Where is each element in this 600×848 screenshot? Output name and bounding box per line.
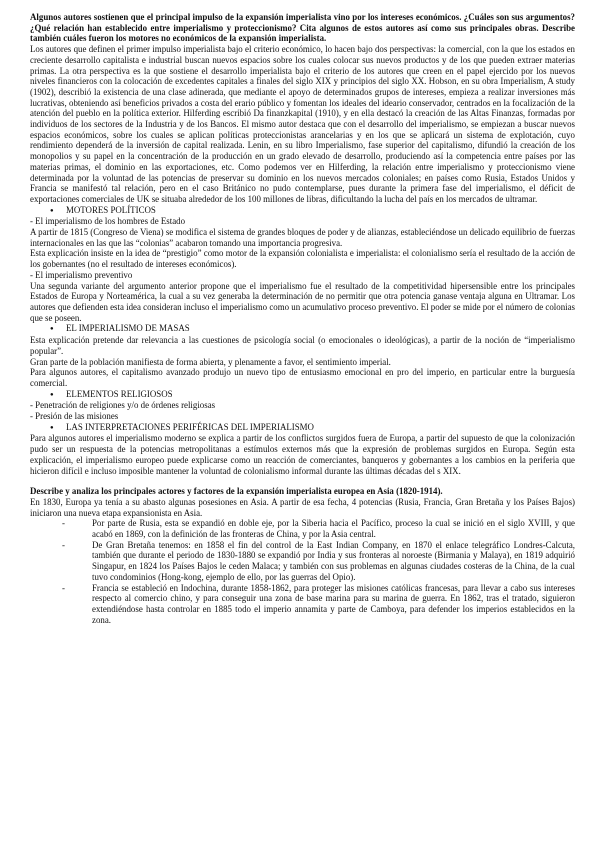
answer-paragraph-1: Los autores que definen el primer impulso imperialista bajo el criterio económico, lo hacen bajo dos perspectivas: la comercial, con la que los estados en creciente desarrollo capitalista e industrial buscan nuevos espacios sobre los cuales colocar sus nuevos productos y de los que pueden extraer materias primas. La otra perspectiva es la que sostiene el desarrollo imperialista bajo el criterio de los autores que creen en el papel ejercido por los nuevos niveles financieros con la colocación de excedentes capitales a finales del siglo XIX y principios del siglo XX. Hobson, en su obra Imperialism, A study (1902), describió la existencia de una clase adinerada, que mediante el apoyo de determinados grupos de intereses, empieza a realizar inversiones más lucrativas, obteniendo así beneficios privados a costa del erario público y fomentan los ideales del ideario conservador, centrados en la focalización de la atención del pueblo en la política exterior. Hilferding escribió Da finanzkapital (1910), y en ella destacó la creación de las Altas Finanzas, formadas por individuos de los sectores de la Industria y de los Bancos. El mismo autor destaca que con el desarrollo del imperialismo, se empiezan a buscar nuevos espacios económicos, sobre los cuales se aplican políticas proteccionistas arancelarias y en los que se aplicará un sistema de explotación, cuyo rendimiento dependerá de la inversión de capital realizada. Lenin, en su libro Imperialismo, fase superior del capitalismo, difundió la creación de los monopolios y su papel en la concentración de la producción en un grado elevado de desarrollo, produciendo así la competencia entre países por las materias primas, el dominio en las exportaciones, etc. Como podemos ver en Hilferding, la relación entre imperialismo y proteccionismo viene determinada por la voluntad de las potencias de preservar su dominio en los nuevos mercados coloniales; en países como Rusia, Estados Unidos y Francia se manifestó tal relación, pero en el caso Británico no pudo contemplarse, pues durante la primera fase del imperialismo, el déficit de exportaciones comerciales de UK se situaba alrededor de los 100 millones de libras, dificultando la lucha del país en los mercados de ultramar. (30, 44, 575, 204)
heading-motores-politicos: ● MOTORES POLÍTICOS (66, 205, 575, 217)
paragraph-preventivo: Una segunda variante del argumento anterior propone que el imperialismo fue el resultado de la competitividad hipersensible entre los principales Estados de Europa y Norteamérica, la cual a su vez generaba la determinación de no permitir que otra potencia ganase ventaja alguna en Ultramar. Los autores que defienden esta idea consideran incluso el imperialismo como un acumulativo proceso preventivo. El poder se mide por el número de colonias que se poseen. (30, 280, 575, 323)
religiosos-item-2: - Presión de las misiones (30, 411, 119, 422)
list-item: - Francia se estableció en Indochina, durante 1858-1862, para proteger las misiones católicas francesas, para llevar a cabo sus intereses respecto al comercio chino, y para conseguir una zona de base marina para su marina de guerra. En 1862, tras el tratado, siguieron extendiéndose hasta controlar en 1885 todo el imperio annamita y parte de Camboya, para defender los imperios establecidos en la zona. (30, 583, 575, 626)
paragraph-asia-intro: En 1830, Europa ya tenía a su abasto algunas posesiones en Asia. A partir de esa fecha, 4 potencias (Rusia, Francia, Gran Bretaña y los Países Bajos) iniciaron una nueva etapa expansionista en Asia. (30, 496, 575, 518)
heading-interpretaciones-perifericas: ● LAS INTERPRETACIONES PERIFÉRICAS DEL IMPERIALISMO (66, 422, 575, 434)
asia-powers-list (30, 518, 575, 625)
paragraph-masas-1: Esta explicación pretende dar relevancia a las cuestiones de psicología social (o emocionales o ideológicas), a partir de la noción de “imperialismo popular”. (30, 335, 575, 356)
heading-imperialismo-masas: ● EL IMPERIALISMO DE MASAS (66, 323, 575, 335)
paragraph-estado-1: A partir de 1815 (Congreso de Viena) se modifica el sistema de grandes bloques de poder y de alianzas, estableciéndose un delicado equilibrio de fuerzas internacionales en las que las “colonias” acabaron tomando una importancia progresiva. (30, 227, 575, 248)
subheading-preventivo: - El imperialismo preventivo (30, 269, 133, 280)
paragraph-estado-2: Esta explicación insiste en la idea de “prestigio” como motor de la expansión colonialista e imperialista: el colonialismo sería el resultado de la acción de los gobernantes (no el resultado de intereses económicos). (30, 248, 575, 270)
list-item: - Por parte de Rusia, esta se expandió en doble eje, por la Siberia hacia el Pacífico, proceso la cual se inició en el siglo XVIII, y que acabó en 1869, con la definición de las fronteras de China, y por la Asia central. (30, 518, 575, 539)
spacer (30, 476, 575, 486)
heading-elementos-religiosos: ● ELEMENTOS RELIGIOSOS (66, 389, 575, 401)
question-heading-1: Algunos autores sostienen que el principal impulso de la expansión imperialista vino por los intereses económicos. ¿Cuáles son sus argumentos? ¿Qué relación han establecido entre imperialismo y proteccionismo? Cita algunos de estos autores así como sus principales obras. Describe también cuáles fueron los motores no económicos de la expansión imperialista. (30, 12, 575, 44)
paragraph-masas-3: Para algunos autores, el capitalismo avanzado produjo un nuevo tipo de entusiasmo emocional en pro del imperio, en particular entre la burguesía comercial. (30, 367, 575, 388)
question-heading-2: Describe y analiza los principales actores y factores de la expansión imperialista europea en Asia (1820-1914). (30, 486, 443, 497)
paragraph-perifericas: Para algunos autores el imperialismo moderno se explica a partir de los conflictos surgidos fuera de Europa, a partir del supuesto de que la colonización pudo ser un respuesta de la potencias metropolitanas a estímulos externos más que la expresión de problemas surgidos en Europa. Según esta explicación, el imperialismo europeo puede explicarse como un reacción de comerciantes, banqueros y gobernantes a los cambios en la periferia que hicieron difícil e incluso imposible mantener la voluntad de colonialismo informal durante las últimas décadas del s XIX. (30, 433, 575, 476)
list-item: - De Gran Bretaña tenemos: en 1858 el fin del control de la East Indian Company, en 1870 el enlace telegráfico Londres-Calcuta, también que durante el periodo de 1830-1880 se expandió por India y sus fronteras al noroeste (Birmania y Malaya), en 1819 adquirió Singapur, en 1824 los Países Bajos le ceden Malaca; y también con sus problemas en algunas ciudades costeras de la China, de la cual tuvo condominios (Hong-kong, ejemplo de ello, por las guerras del Opio). (30, 540, 575, 583)
subheading-hombres-de-estado: - El imperialismo de los hombres de Estado (30, 216, 186, 227)
religiosos-item-1: - Penetración de religiones y/o de órdenes religiosas (30, 400, 216, 411)
paragraph-masas-2: Gran parte de la población manifiesta de forma abierta, y plenamente a favor, el sentimiento imperial. (30, 356, 391, 367)
